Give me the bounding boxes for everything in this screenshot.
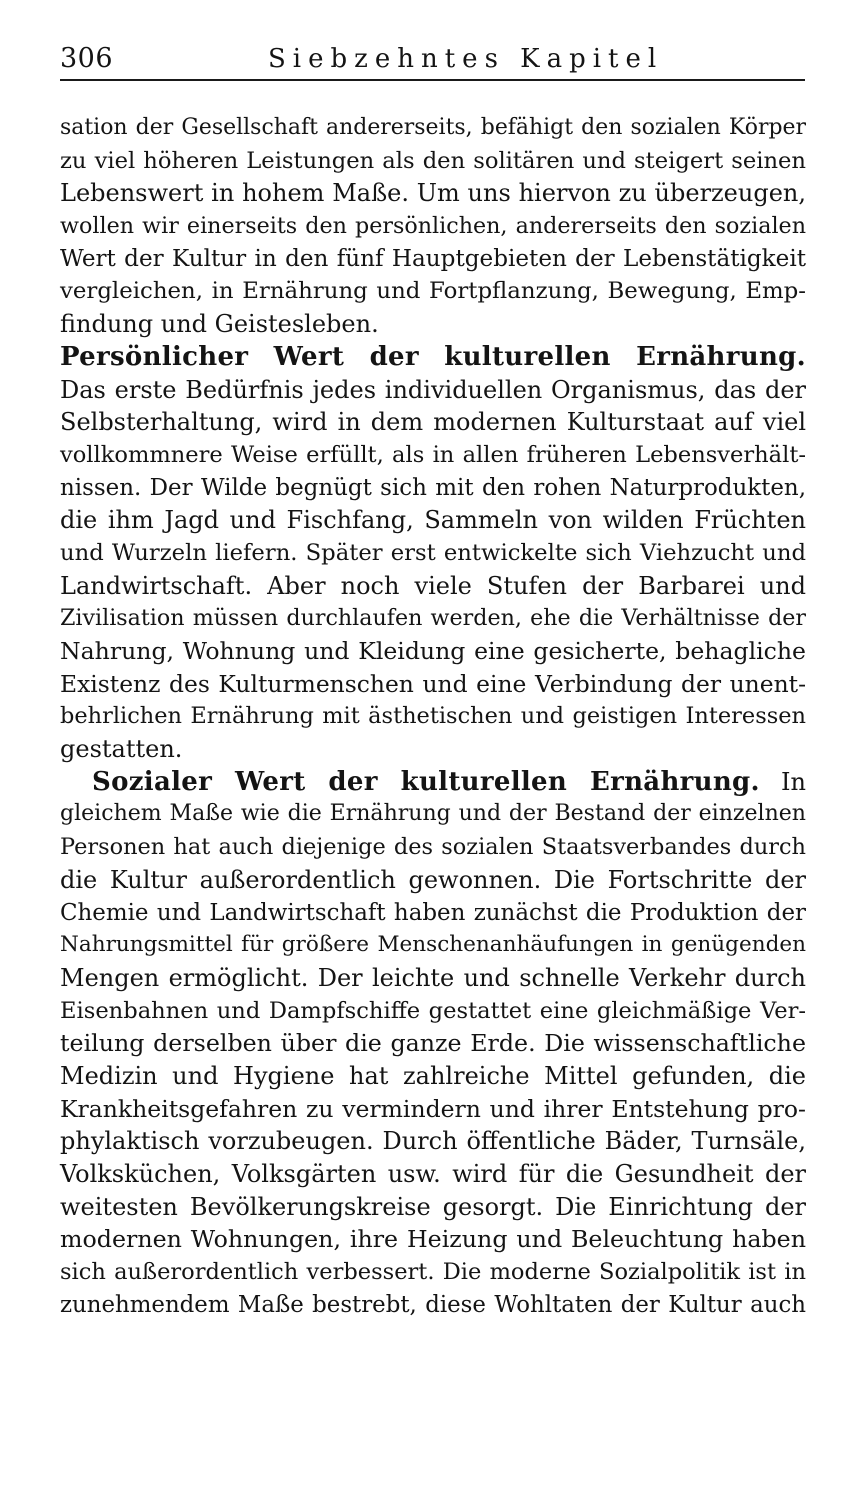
text-line bbox=[60, 308, 806, 341]
line-text: behrlichen Ernährung mit ästhetischen und geistigen Interessen bbox=[60, 703, 806, 730]
page-number: 306 bbox=[60, 43, 114, 74]
text-line bbox=[60, 602, 806, 635]
line-text: In bbox=[759, 767, 806, 796]
text-line bbox=[60, 798, 806, 831]
text-line bbox=[60, 537, 806, 570]
line-text: Chemie und Landwirtschaft haben zunächst die Produktion der bbox=[60, 899, 806, 926]
text-line bbox=[60, 112, 806, 145]
text-line bbox=[60, 570, 806, 603]
text-line bbox=[60, 831, 806, 864]
line-text: Personen hat auch diejenige des sozialen Staatsverbandes durch bbox=[60, 834, 806, 861]
line-text: Landwirtschaft. Aber noch viele Stufen der Barbarei und bbox=[60, 571, 806, 600]
line-text: Eisenbahnen und Dampfschiffe gestattet eine gleichmäßige Ver- bbox=[60, 997, 806, 1024]
line-text: sich außerordentlich verbessert. Die moderne Sozialpolitik ist in bbox=[60, 1259, 806, 1286]
section-heading-line bbox=[60, 766, 806, 799]
text-line bbox=[60, 145, 806, 178]
text-line bbox=[60, 929, 806, 962]
line-text: gleichem Maße wie die Ernährung und der Bestand der einzelnen bbox=[60, 801, 806, 827]
line-text: Volksküchen, Volksgärten usw. wird für die Gesundheit der bbox=[60, 1160, 806, 1188]
text-line bbox=[60, 1027, 806, 1060]
section-heading-line bbox=[60, 341, 806, 374]
text-line bbox=[60, 1125, 806, 1158]
line-text: modernen Wohnungen, ihre Heizung und Beleuchtung haben bbox=[60, 1225, 806, 1254]
line-text: phylaktisch vorzubeugen. Durch öffentliche Bäder, Turnsäle, bbox=[60, 1127, 806, 1156]
line-text: Das erste Bedürfnis jedes individuellen Organismus, das der bbox=[60, 375, 806, 404]
text-line bbox=[60, 1289, 806, 1322]
line-text: teilung derselben über die ganze Erde. Die wissenschaftliche bbox=[60, 1029, 806, 1058]
text-line bbox=[60, 177, 806, 210]
text-line bbox=[60, 275, 806, 308]
line-text: zu viel höheren Leistungen als den solitären und steigert seinen bbox=[60, 147, 806, 174]
line-text: Nahrung, Wohnung und Kleidung eine gesicherte, behagliche bbox=[60, 637, 806, 665]
text-line bbox=[60, 439, 806, 472]
line-text: Lebenswert in hohem Maße. Um uns hiervon zu überzeugen, bbox=[60, 179, 806, 208]
line-text: vollkommnere Weise erfüllt, als in allen früheren Lebensverhält- bbox=[60, 441, 806, 468]
text-line bbox=[60, 864, 806, 897]
text-line bbox=[60, 472, 806, 505]
text-line bbox=[60, 1093, 806, 1126]
line-text: sation der Gesellschaft andererseits, befähigt den sozialen Körper bbox=[60, 115, 806, 140]
line-text: wollen wir einerseits den persönlichen, andererseits den sozialen bbox=[60, 213, 806, 240]
text-line bbox=[60, 700, 806, 733]
text-line bbox=[60, 668, 806, 701]
text-line bbox=[60, 962, 806, 995]
line-text: und Wurzeln liefern. Später erst entwickelte sich Viehzucht und bbox=[60, 539, 806, 566]
text-line bbox=[60, 504, 806, 537]
text-line bbox=[60, 635, 806, 668]
text-line bbox=[60, 243, 806, 276]
line-text: zunehmendem Maße bestrebt, diese Wohltaten der Kultur auch bbox=[60, 1291, 806, 1318]
text-line bbox=[60, 406, 806, 439]
text-line bbox=[60, 1191, 806, 1224]
line-text: Existenz des Kulturmenschen und eine Verbindung der unent- bbox=[60, 669, 806, 698]
text-line bbox=[60, 210, 806, 243]
line-text: Selbsterhaltung, wird in dem modernen Kulturstaat auf viel bbox=[60, 408, 806, 437]
line-text: Nahrungsmittel für größere Menschenanhäufungen in genügenden bbox=[60, 932, 806, 958]
line-text: Zivilisation müssen durchlaufen werden, ehe die Verhältnisse der bbox=[60, 605, 806, 632]
text-line bbox=[60, 1060, 806, 1093]
line-text: gestatten. bbox=[60, 735, 183, 764]
text-line bbox=[60, 733, 806, 766]
text-line bbox=[60, 1256, 806, 1289]
body-text bbox=[60, 112, 806, 1321]
page-header bbox=[60, 42, 805, 76]
line-text: weitesten Bevölkerungskreise gesorgt. Die Einrichtung der bbox=[60, 1192, 806, 1221]
section-heading: Persönlicher Wert der kulturellen Ernährung. bbox=[60, 341, 806, 372]
line-text: Medizin und Hygiene hat zahlreiche Mittel gefunden, die bbox=[60, 1061, 806, 1090]
header-rule bbox=[60, 79, 805, 81]
text-line bbox=[60, 1158, 806, 1191]
line-text: die Kultur außerordentlich gewonnen. Die Fortschritte der bbox=[60, 865, 806, 894]
line-text: Mengen ermöglicht. Der leichte und schnelle Verkehr durch bbox=[60, 963, 806, 992]
line-text: Wert der Kultur in den fünf Hauptgebieten der Lebenstätigkeit bbox=[60, 245, 806, 272]
text-line bbox=[60, 995, 806, 1028]
line-text: die ihm Jagd und Fischfang, Sammeln von wilden Früchten bbox=[60, 506, 806, 535]
line-text: nissen. Der Wilde begnügt sich mit den rohen Naturprodukten, bbox=[60, 474, 806, 501]
text-line bbox=[60, 1223, 806, 1256]
line-text: Krankheitsgefahren zu vermindern und ihrer Entstehung pro- bbox=[60, 1094, 806, 1123]
running-title: Siebzehntes Kapitel bbox=[268, 44, 664, 74]
line-text: vergleichen, in Ernährung und Fortpflanzung, Bewegung, Emp- bbox=[60, 278, 806, 305]
section-heading: Sozialer Wert der kulturellen Ernährung. bbox=[92, 766, 760, 797]
text-line bbox=[60, 374, 806, 407]
text-line bbox=[60, 897, 806, 930]
line-text: findung und Geistesleben. bbox=[60, 310, 379, 339]
